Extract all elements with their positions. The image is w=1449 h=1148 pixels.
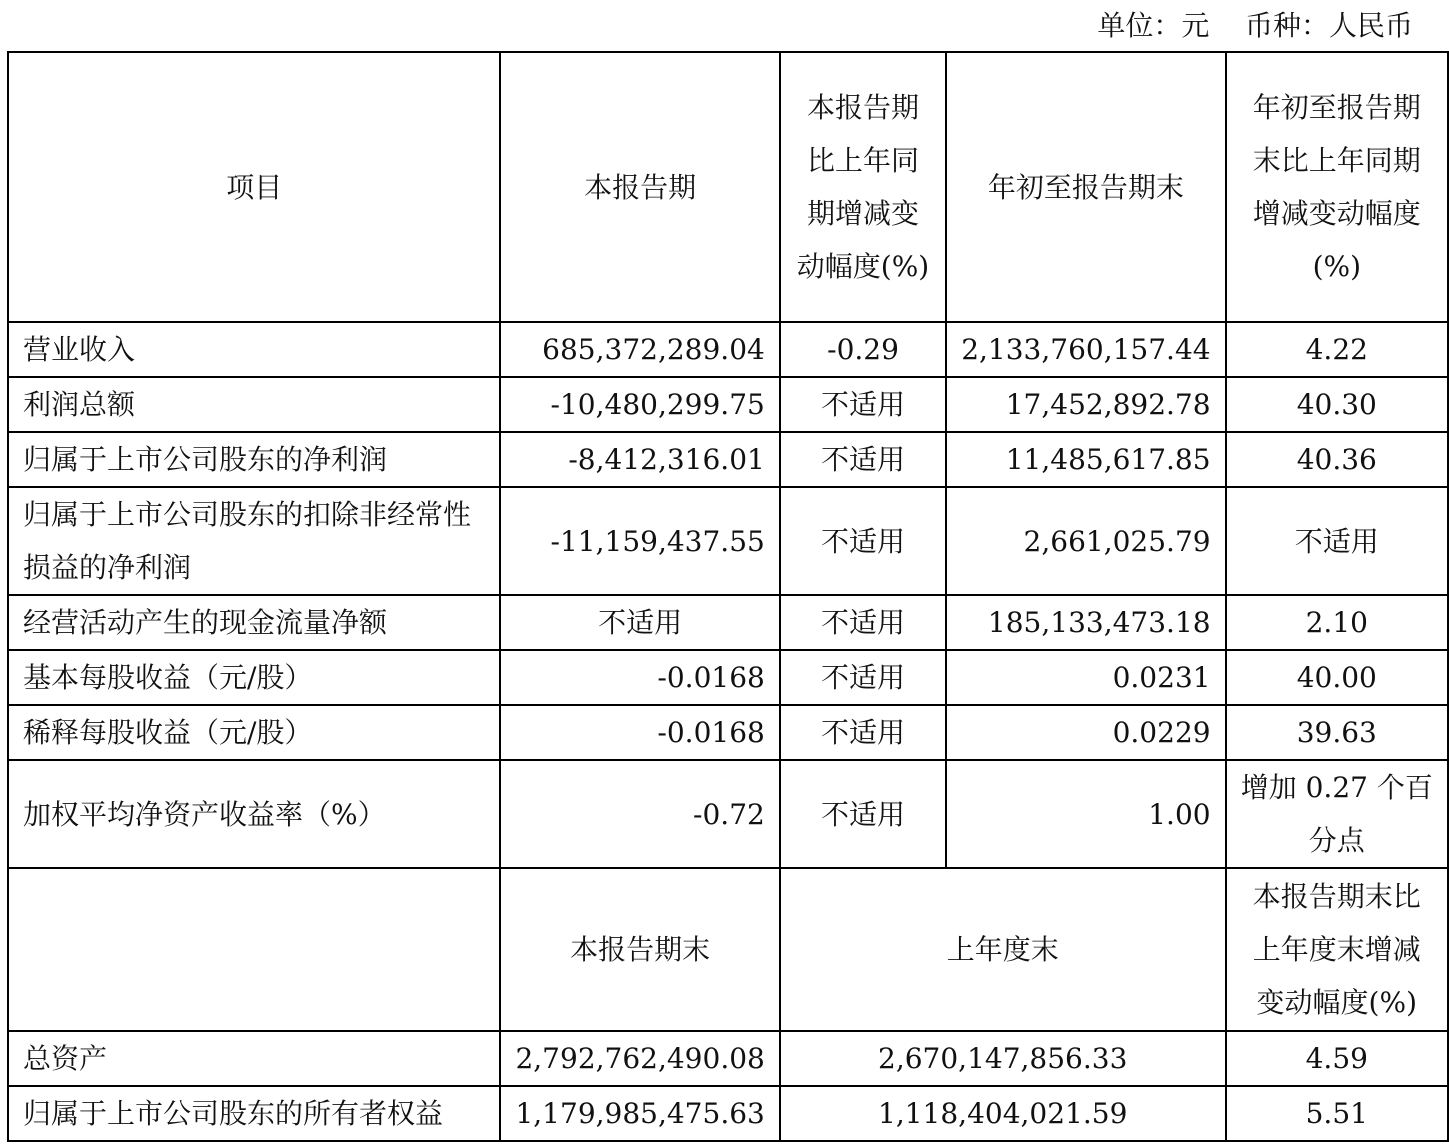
row-current-change: 不适用 <box>780 760 946 868</box>
table-row <box>8 322 1448 377</box>
row-ytd-change: 2.10 <box>1226 595 1448 650</box>
row-ytd: 1.00 <box>946 760 1225 868</box>
row-item: 利润总额 <box>8 377 500 432</box>
row-current-change: 不适用 <box>780 377 946 432</box>
table-row <box>8 595 1448 650</box>
row2-item: 总资产 <box>8 1031 500 1086</box>
header2-period-end: 本报告期末 <box>500 868 779 1031</box>
row-item: 营业收入 <box>8 322 500 377</box>
table-row <box>8 377 1448 432</box>
table-row <box>8 760 1448 868</box>
table-row <box>8 432 1448 487</box>
row-item: 归属于上市公司股东的净利润 <box>8 432 500 487</box>
row-ytd: 0.0231 <box>946 650 1225 705</box>
header-ytd-change: 年初至报告期末比上年同期增减变动幅度(%) <box>1226 52 1448 322</box>
row-ytd: 2,133,760,157.44 <box>946 322 1225 377</box>
financial-table <box>7 51 1449 1142</box>
row-ytd: 17,452,892.78 <box>946 377 1225 432</box>
row2-prev-year-end: 2,670,147,856.33 <box>780 1031 1226 1086</box>
row-current-change: 不适用 <box>780 705 946 760</box>
table-row <box>8 487 1448 595</box>
row2-period-end: 1,179,985,475.63 <box>500 1086 779 1141</box>
unit-line <box>1097 6 1413 46</box>
row-current: -0.0168 <box>500 650 779 705</box>
row2-item: 归属于上市公司股东的所有者权益 <box>8 1086 500 1141</box>
row-ytd-change: 39.63 <box>1226 705 1448 760</box>
row-current-change: 不适用 <box>780 487 946 595</box>
row-current-change: 不适用 <box>780 650 946 705</box>
header2-item <box>8 868 500 1031</box>
row-current-change: -0.29 <box>780 322 946 377</box>
row-ytd-change: 40.30 <box>1226 377 1448 432</box>
header-current-change: 本报告期比上年同期增减变动幅度(%) <box>780 52 946 322</box>
row2-prev-year-end: 1,118,404,021.59 <box>780 1086 1226 1141</box>
currency-label: 币种：人民币 <box>1244 9 1413 42</box>
row-item: 归属于上市公司股东的扣除非经常性损益的净利润 <box>8 487 500 595</box>
header2-change: 本报告期末比上年度末增减变动幅度(%) <box>1226 868 1448 1031</box>
row-ytd: 0.0229 <box>946 705 1225 760</box>
table-row <box>8 650 1448 705</box>
row-current: 不适用 <box>500 595 779 650</box>
row-current-change: 不适用 <box>780 432 946 487</box>
row-ytd-change: 40.00 <box>1226 650 1448 705</box>
row-ytd: 185,133,473.18 <box>946 595 1225 650</box>
row-current: -0.72 <box>500 760 779 868</box>
row-ytd-change: 4.22 <box>1226 322 1448 377</box>
header-item: 项目 <box>8 52 500 322</box>
row-item: 基本每股收益（元/股） <box>8 650 500 705</box>
row-ytd-change: 40.36 <box>1226 432 1448 487</box>
header-ytd: 年初至报告期末 <box>946 52 1225 322</box>
row-current: -10,480,299.75 <box>500 377 779 432</box>
row-current: -0.0168 <box>500 705 779 760</box>
table-row <box>8 705 1448 760</box>
unit-label: 单位：元 <box>1097 9 1210 42</box>
row2-change: 5.51 <box>1226 1086 1448 1141</box>
table-header-row <box>8 868 1448 1031</box>
row2-change: 4.59 <box>1226 1031 1448 1086</box>
table-row <box>8 1031 1448 1086</box>
row-current: -8,412,316.01 <box>500 432 779 487</box>
table-row <box>8 1086 1448 1141</box>
row-ytd: 2,661,025.79 <box>946 487 1225 595</box>
row-ytd-change: 不适用 <box>1226 487 1448 595</box>
header2-prev-year-end: 上年度末 <box>780 868 1226 1031</box>
row-item: 经营活动产生的现金流量净额 <box>8 595 500 650</box>
row-item: 加权平均净资产收益率（%） <box>8 760 500 868</box>
row2-period-end: 2,792,762,490.08 <box>500 1031 779 1086</box>
row-current-change: 不适用 <box>780 595 946 650</box>
row-current: 685,372,289.04 <box>500 322 779 377</box>
row-item: 稀释每股收益（元/股） <box>8 705 500 760</box>
row-current: -11,159,437.55 <box>500 487 779 595</box>
row-ytd: 11,485,617.85 <box>946 432 1225 487</box>
row-ytd-change: 增加 0.27 个百分点 <box>1226 760 1448 868</box>
header-current: 本报告期 <box>500 52 779 322</box>
table-header-row <box>8 52 1448 322</box>
